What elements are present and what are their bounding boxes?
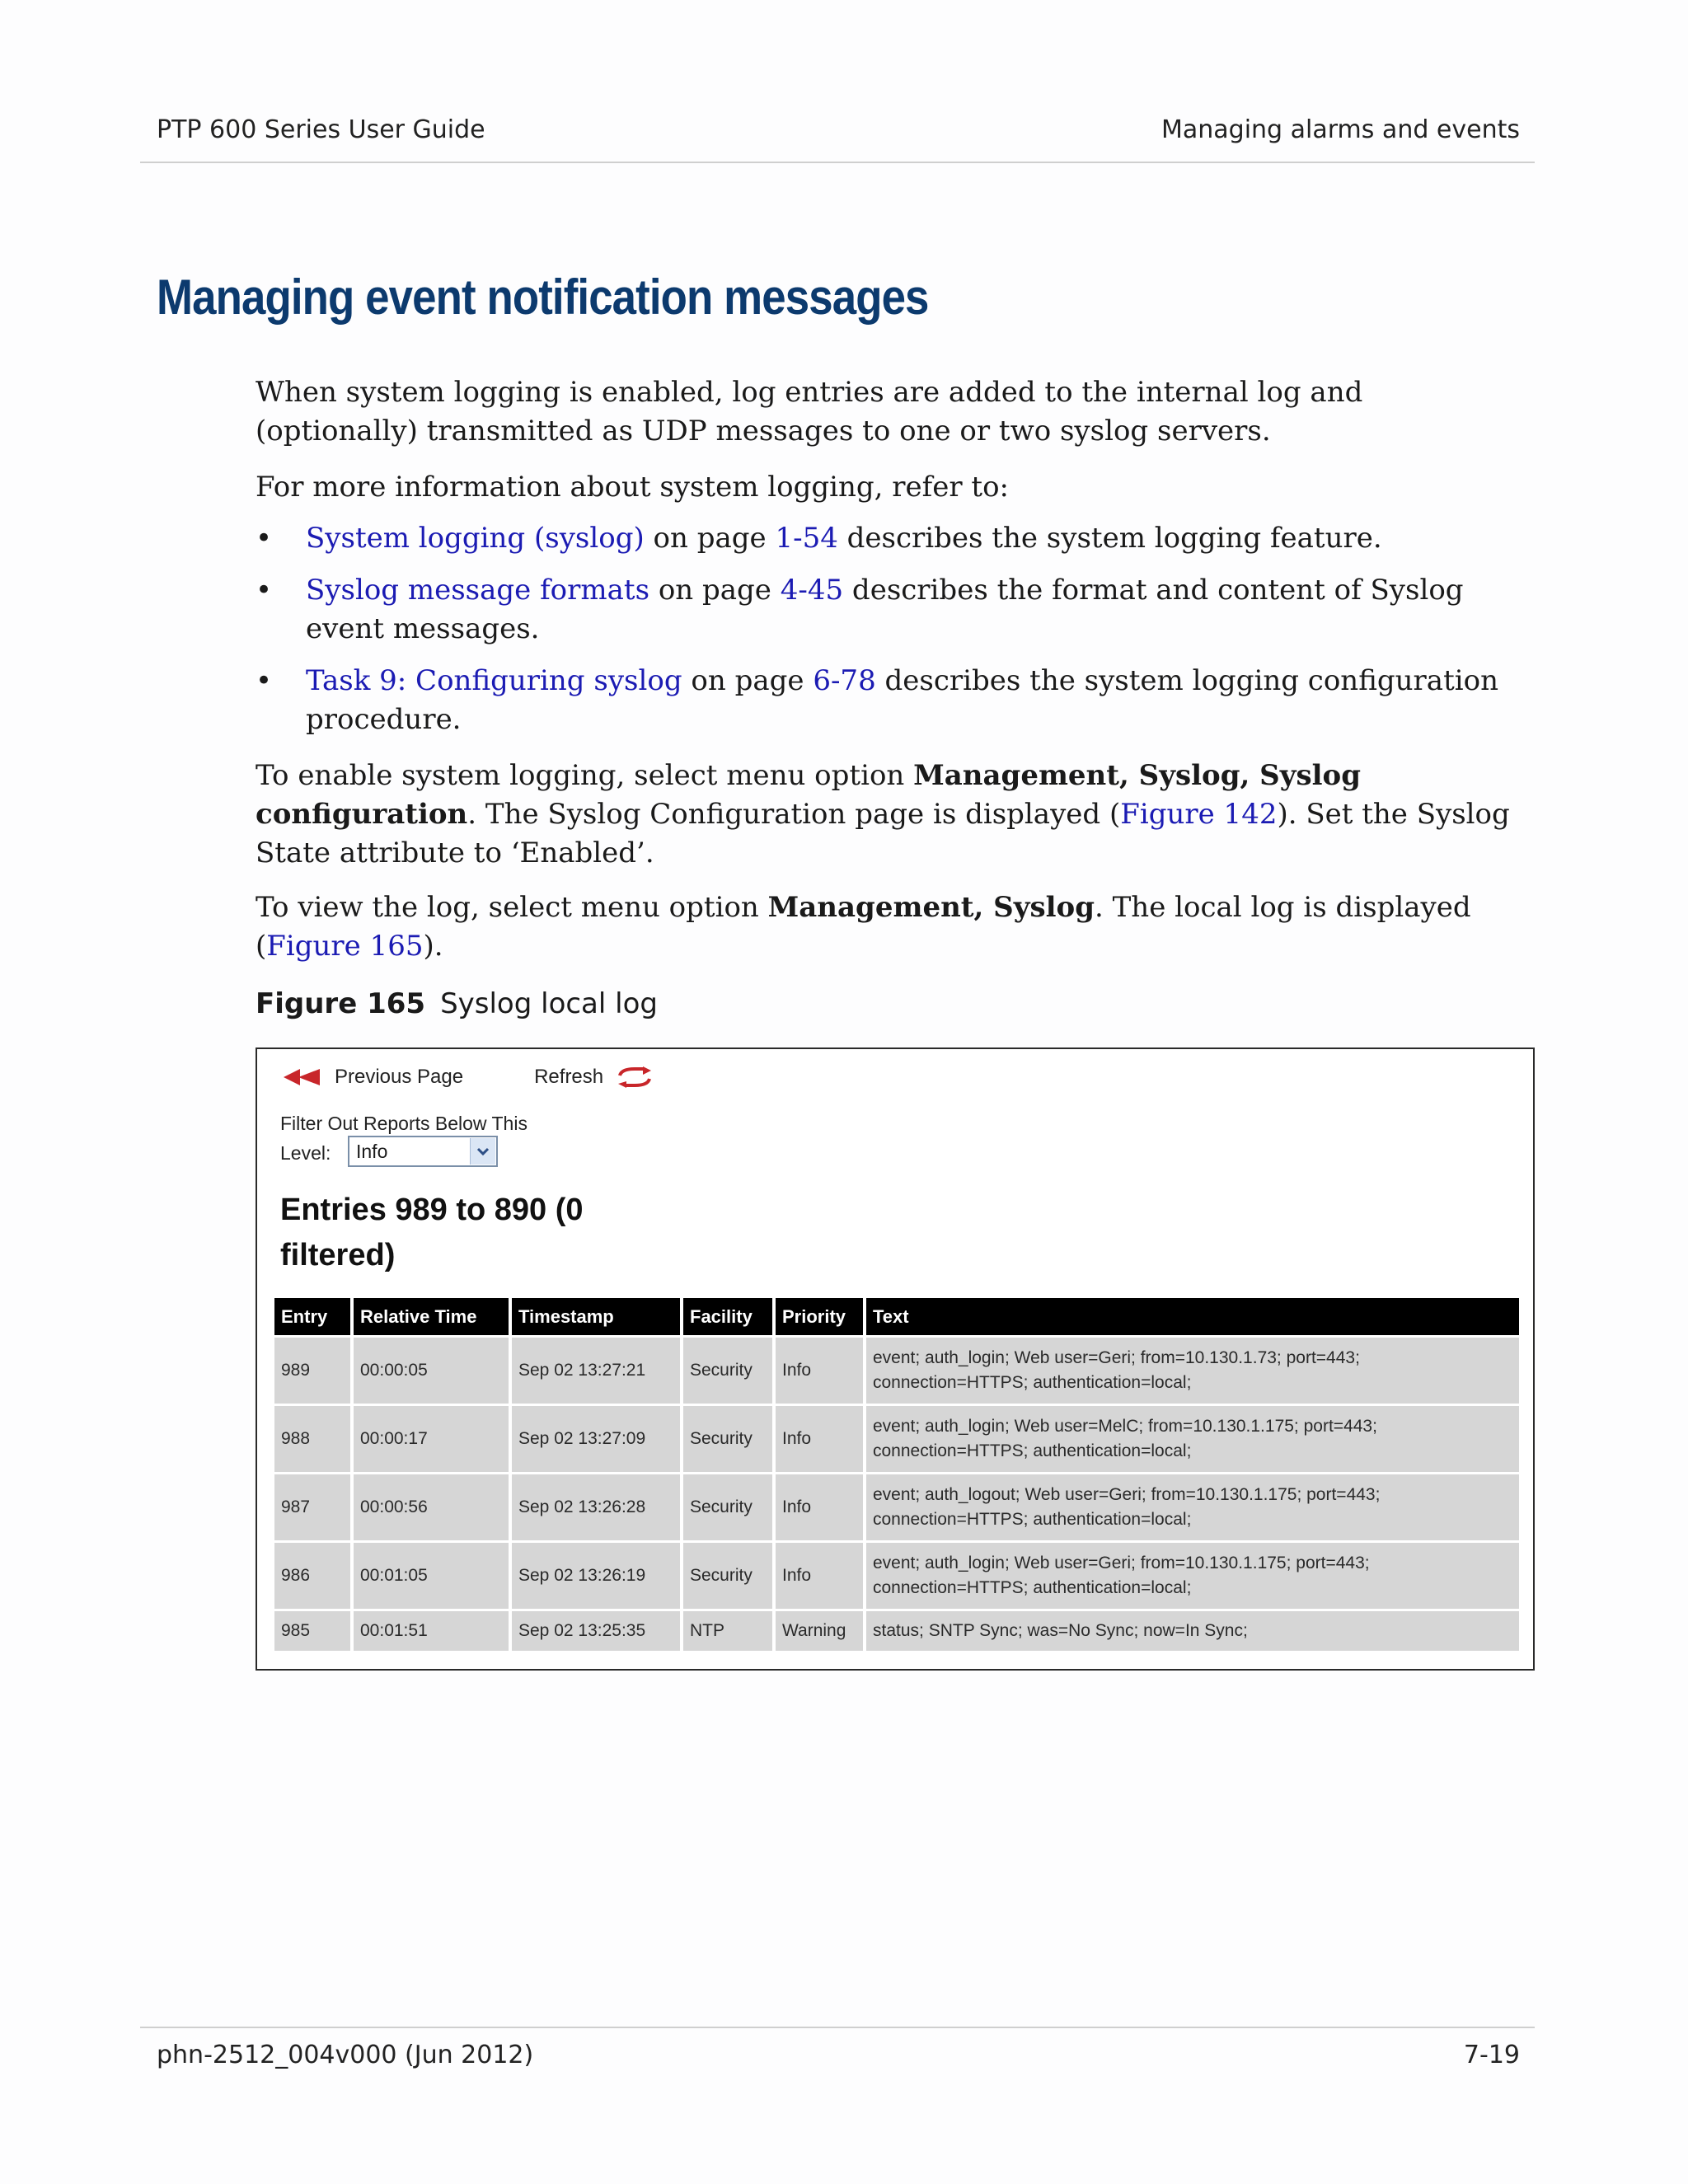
- text-cell: event; auth_logout; Web user=Geri; from=10.130.1.175; port=443; connection=HTTPS; authentication=local;: [866, 1474, 1519, 1540]
- priority-cell: Info: [776, 1338, 863, 1404]
- previous-page-icon: [282, 1067, 323, 1087]
- figure-caption: [256, 987, 658, 1020]
- facility-cell: Security: [683, 1543, 772, 1609]
- timestamp-cell: Sep 02 13:27:09: [512, 1406, 680, 1472]
- intro-paragraph: [256, 373, 1533, 451]
- column-header[interactable]: Priority: [776, 1298, 863, 1335]
- table-header-row: [274, 1298, 1519, 1335]
- syslog-screenshot: [256, 1047, 1535, 1671]
- level-value: Info: [356, 1140, 388, 1162]
- enable-paragraph: [256, 757, 1533, 873]
- priority-cell: Info: [776, 1406, 863, 1472]
- footer-page-number: 7-19: [1463, 2041, 1520, 2069]
- column-header[interactable]: Timestamp: [512, 1298, 680, 1335]
- section-title: Managing event notification messages: [157, 269, 929, 325]
- refresh-label: Refresh: [534, 1066, 604, 1088]
- menu-path: Management, Syslog: [767, 891, 1095, 924]
- chevron-down-icon[interactable]: [470, 1138, 495, 1165]
- refer-paragraph: [256, 468, 1533, 507]
- column-header[interactable]: Relative Time: [354, 1298, 509, 1335]
- syslog-table: [271, 1296, 1522, 1653]
- entry-cell: 985: [274, 1611, 350, 1651]
- figure-caption-text: Syslog local log: [440, 987, 658, 1020]
- facility-cell: Security: [683, 1338, 772, 1404]
- relative-time-cell: 00:00:17: [354, 1406, 509, 1472]
- running-header-right: Managing alarms and events: [1161, 115, 1520, 144]
- footer-rule: [140, 2027, 1535, 2028]
- bullet-mid: on page: [644, 522, 776, 555]
- list-item: [256, 519, 1533, 558]
- link-system-logging[interactable]: System logging (syslog): [306, 522, 645, 555]
- bullet-icon: •: [256, 574, 273, 607]
- figure-link[interactable]: Figure 142: [1120, 798, 1278, 831]
- table-row: [274, 1543, 1519, 1609]
- bullet-rest: describes the system logging configuration procedure.: [306, 664, 1498, 736]
- entry-cell: 987: [274, 1474, 350, 1540]
- relative-time-cell: 00:01:51: [354, 1611, 509, 1651]
- filter-label: Filter Out Reports Below This: [280, 1113, 528, 1134]
- link-syslog-formats[interactable]: Syslog message formats: [306, 574, 650, 607]
- list-item: [256, 571, 1533, 649]
- entries-heading: Entries 989 to 890 (0 filtered): [280, 1193, 584, 1272]
- figure-label: Figure 165: [256, 987, 426, 1020]
- intro-text: When system logging is enabled, log entries are added to the internal log and (optionally) transmitted as UDP messages to one or two syslog servers.: [256, 376, 1363, 448]
- relative-time-cell: 00:01:05: [354, 1543, 509, 1609]
- previous-page-button[interactable]: [282, 1066, 463, 1089]
- running-header-left: PTP 600 Series User Guide: [157, 115, 485, 144]
- reference-list: [256, 519, 1533, 752]
- timestamp-cell: Sep 02 13:25:35: [512, 1611, 680, 1651]
- column-header[interactable]: Entry: [274, 1298, 350, 1335]
- text-run: ).: [423, 930, 443, 963]
- table-row: [274, 1406, 1519, 1472]
- table-row: [274, 1474, 1519, 1540]
- footer-doc-id: phn-2512_004v000 (Jun 2012): [157, 2041, 534, 2069]
- bullet-mid: on page: [649, 574, 781, 607]
- page-link[interactable]: 1-54: [775, 522, 838, 555]
- text-run: . The Syslog Configuration page is displayed (: [467, 798, 1121, 831]
- text-run: ). Set the Syslog State attribute to ‘Enabled’.: [256, 798, 1510, 869]
- entry-cell: 989: [274, 1338, 350, 1404]
- bullet-rest: describes the system logging feature.: [837, 522, 1382, 555]
- link-configuring-syslog[interactable]: Task 9: Configuring syslog: [306, 664, 682, 697]
- list-item: [256, 662, 1533, 739]
- text-cell: event; auth_login; Web user=Geri; from=10.130.1.73; port=443; connection=HTTPS; authentication=local;: [866, 1338, 1519, 1404]
- bullet-icon: •: [256, 664, 273, 697]
- refresh-button[interactable]: [534, 1066, 654, 1089]
- text-cell: event; auth_login; Web user=MelC; from=10.130.1.175; port=443; connection=HTTPS; authentication=local;: [866, 1406, 1519, 1472]
- refresh-icon: [615, 1066, 654, 1088]
- page-link[interactable]: 4-45: [780, 574, 844, 607]
- figure-link[interactable]: Figure 165: [266, 930, 424, 963]
- previous-page-label: Previous Page: [335, 1066, 464, 1088]
- table-row: [274, 1611, 1519, 1651]
- priority-cell: Info: [776, 1543, 863, 1609]
- view-paragraph: [256, 888, 1533, 966]
- text-run: . The local log is displayed (: [256, 891, 1471, 963]
- bullet-icon: •: [256, 522, 273, 555]
- relative-time-cell: 00:00:56: [354, 1474, 509, 1540]
- column-header[interactable]: Facility: [683, 1298, 772, 1335]
- timestamp-cell: Sep 02 13:26:19: [512, 1543, 680, 1609]
- page-link[interactable]: 6-78: [813, 664, 876, 697]
- text-run: To view the log, select menu option: [256, 891, 768, 924]
- facility-cell: NTP: [683, 1611, 772, 1651]
- refer-text: For more information about system logging, refer to:: [256, 471, 1010, 504]
- relative-time-cell: 00:00:05: [354, 1338, 509, 1404]
- timestamp-cell: Sep 02 13:27:21: [512, 1338, 680, 1404]
- facility-cell: Security: [683, 1406, 772, 1472]
- bullet-mid: on page: [682, 664, 814, 697]
- text-cell: event; auth_login; Web user=Geri; from=10.130.1.175; port=443; connection=HTTPS; authentication=local;: [866, 1543, 1519, 1609]
- timestamp-cell: Sep 02 13:26:28: [512, 1474, 680, 1540]
- priority-cell: Info: [776, 1474, 863, 1540]
- log-toolbar: [282, 1061, 654, 1094]
- table-row: [274, 1338, 1519, 1404]
- entry-cell: 986: [274, 1543, 350, 1609]
- facility-cell: Security: [683, 1474, 772, 1540]
- bullet-rest: describes the format and content of Syslog event messages.: [306, 574, 1464, 645]
- entry-cell: 988: [274, 1406, 350, 1472]
- column-header[interactable]: Text: [866, 1298, 1519, 1335]
- text-cell: status; SNTP Sync; was=No Sync; now=In Sync;: [866, 1611, 1519, 1651]
- text-run: To enable system logging, select menu option: [256, 759, 914, 792]
- level-select[interactable]: [348, 1136, 498, 1167]
- priority-cell: Warning: [776, 1611, 863, 1651]
- menu-path: Management, Syslog, Syslog configuration: [256, 759, 1361, 831]
- header-rule: [140, 162, 1535, 163]
- level-label: Level:: [280, 1142, 331, 1164]
